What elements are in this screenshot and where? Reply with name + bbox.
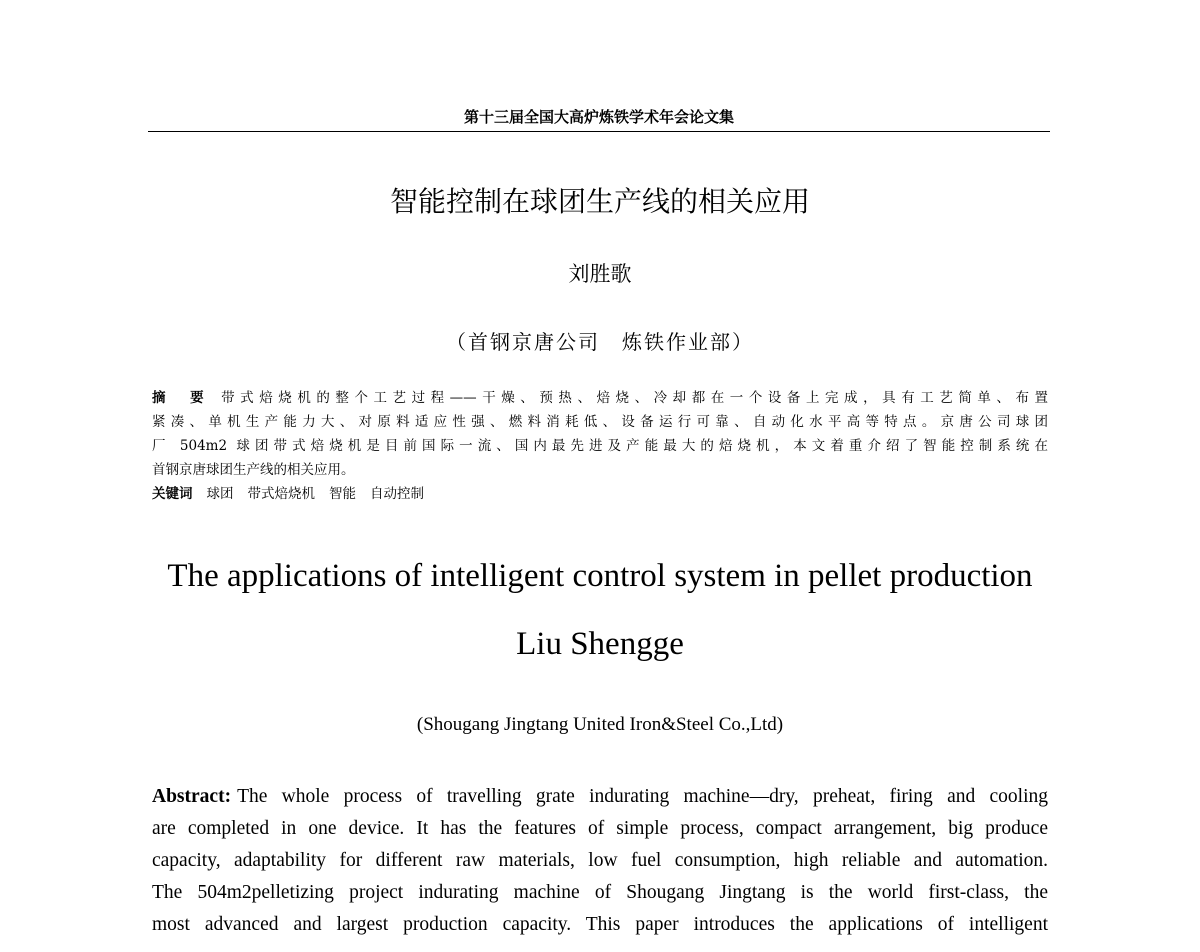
chinese-title: 智能控制在球团生产线的相关应用 <box>389 185 810 218</box>
abstract-line: capacity, adaptability for different raw materials, low fuel consumption, high reliable and automation. <box>152 850 1048 871</box>
header-rule <box>148 131 1050 132</box>
abstract-line: most advanced and largest production capacity. This paper introduces the applications of intelligent <box>152 914 1048 935</box>
english-affiliation: (Shougang Jingtang United Iron&Steel Co.,Ltd) <box>416 714 784 735</box>
abstract-line: are completed in one device. It has the features of simple process, compact arrangement, big produce <box>152 818 1048 839</box>
keyword: 智能 <box>329 486 356 502</box>
abstract-label: Abstract: <box>152 786 232 807</box>
english-author: Liu Shengge <box>516 626 684 662</box>
abstract-line: The 504m2pelletizing project indurating machine of Shougang Jingtang is the world first-class, the <box>152 882 1048 903</box>
abstract-line: 首钢京唐球团生产线的相关应用。 <box>152 462 355 478</box>
abstract-line: 厂 504m2 球团带式焙烧机是目前国际一流、国内最先进及产能最大的焙烧机，本文着重介绍了智能控制系统在 <box>152 438 1048 454</box>
abstract-line: 紧凑、单机生产能力大、对原料适应性强、燃料消耗低、设备运行可靠、自动化水平高等特点。京唐公司球团 <box>152 414 1048 430</box>
keywords-label: 关键词 <box>152 486 193 502</box>
keyword: 球团 <box>206 486 234 502</box>
english-abstract <box>152 781 1048 941</box>
chinese-author: 刘胜歌 <box>568 262 632 286</box>
english-title: The applications of intelligent control system in pellet production <box>167 558 1033 594</box>
running-header: 第十三届全国大高炉炼铁学术年会论文集 <box>463 108 734 126</box>
keyword: 带式焙烧机 <box>247 486 315 502</box>
chinese-affiliation: （首钢京唐公司 炼铁作业部） <box>446 330 754 354</box>
chinese-abstract <box>152 386 1048 506</box>
abstract-label: 摘 要 <box>152 390 210 406</box>
keyword: 自动控制 <box>370 486 424 502</box>
abstract-line: The whole process of travelling grate indurating machine—dry, preheat, firing and cooling <box>237 786 1048 807</box>
keywords <box>152 482 1048 506</box>
abstract-line: 带式焙烧机的整个工艺过程——干燥、预热、焙烧、冷却都在一个设备上完成，具有工艺简单、布置 <box>221 390 1049 406</box>
